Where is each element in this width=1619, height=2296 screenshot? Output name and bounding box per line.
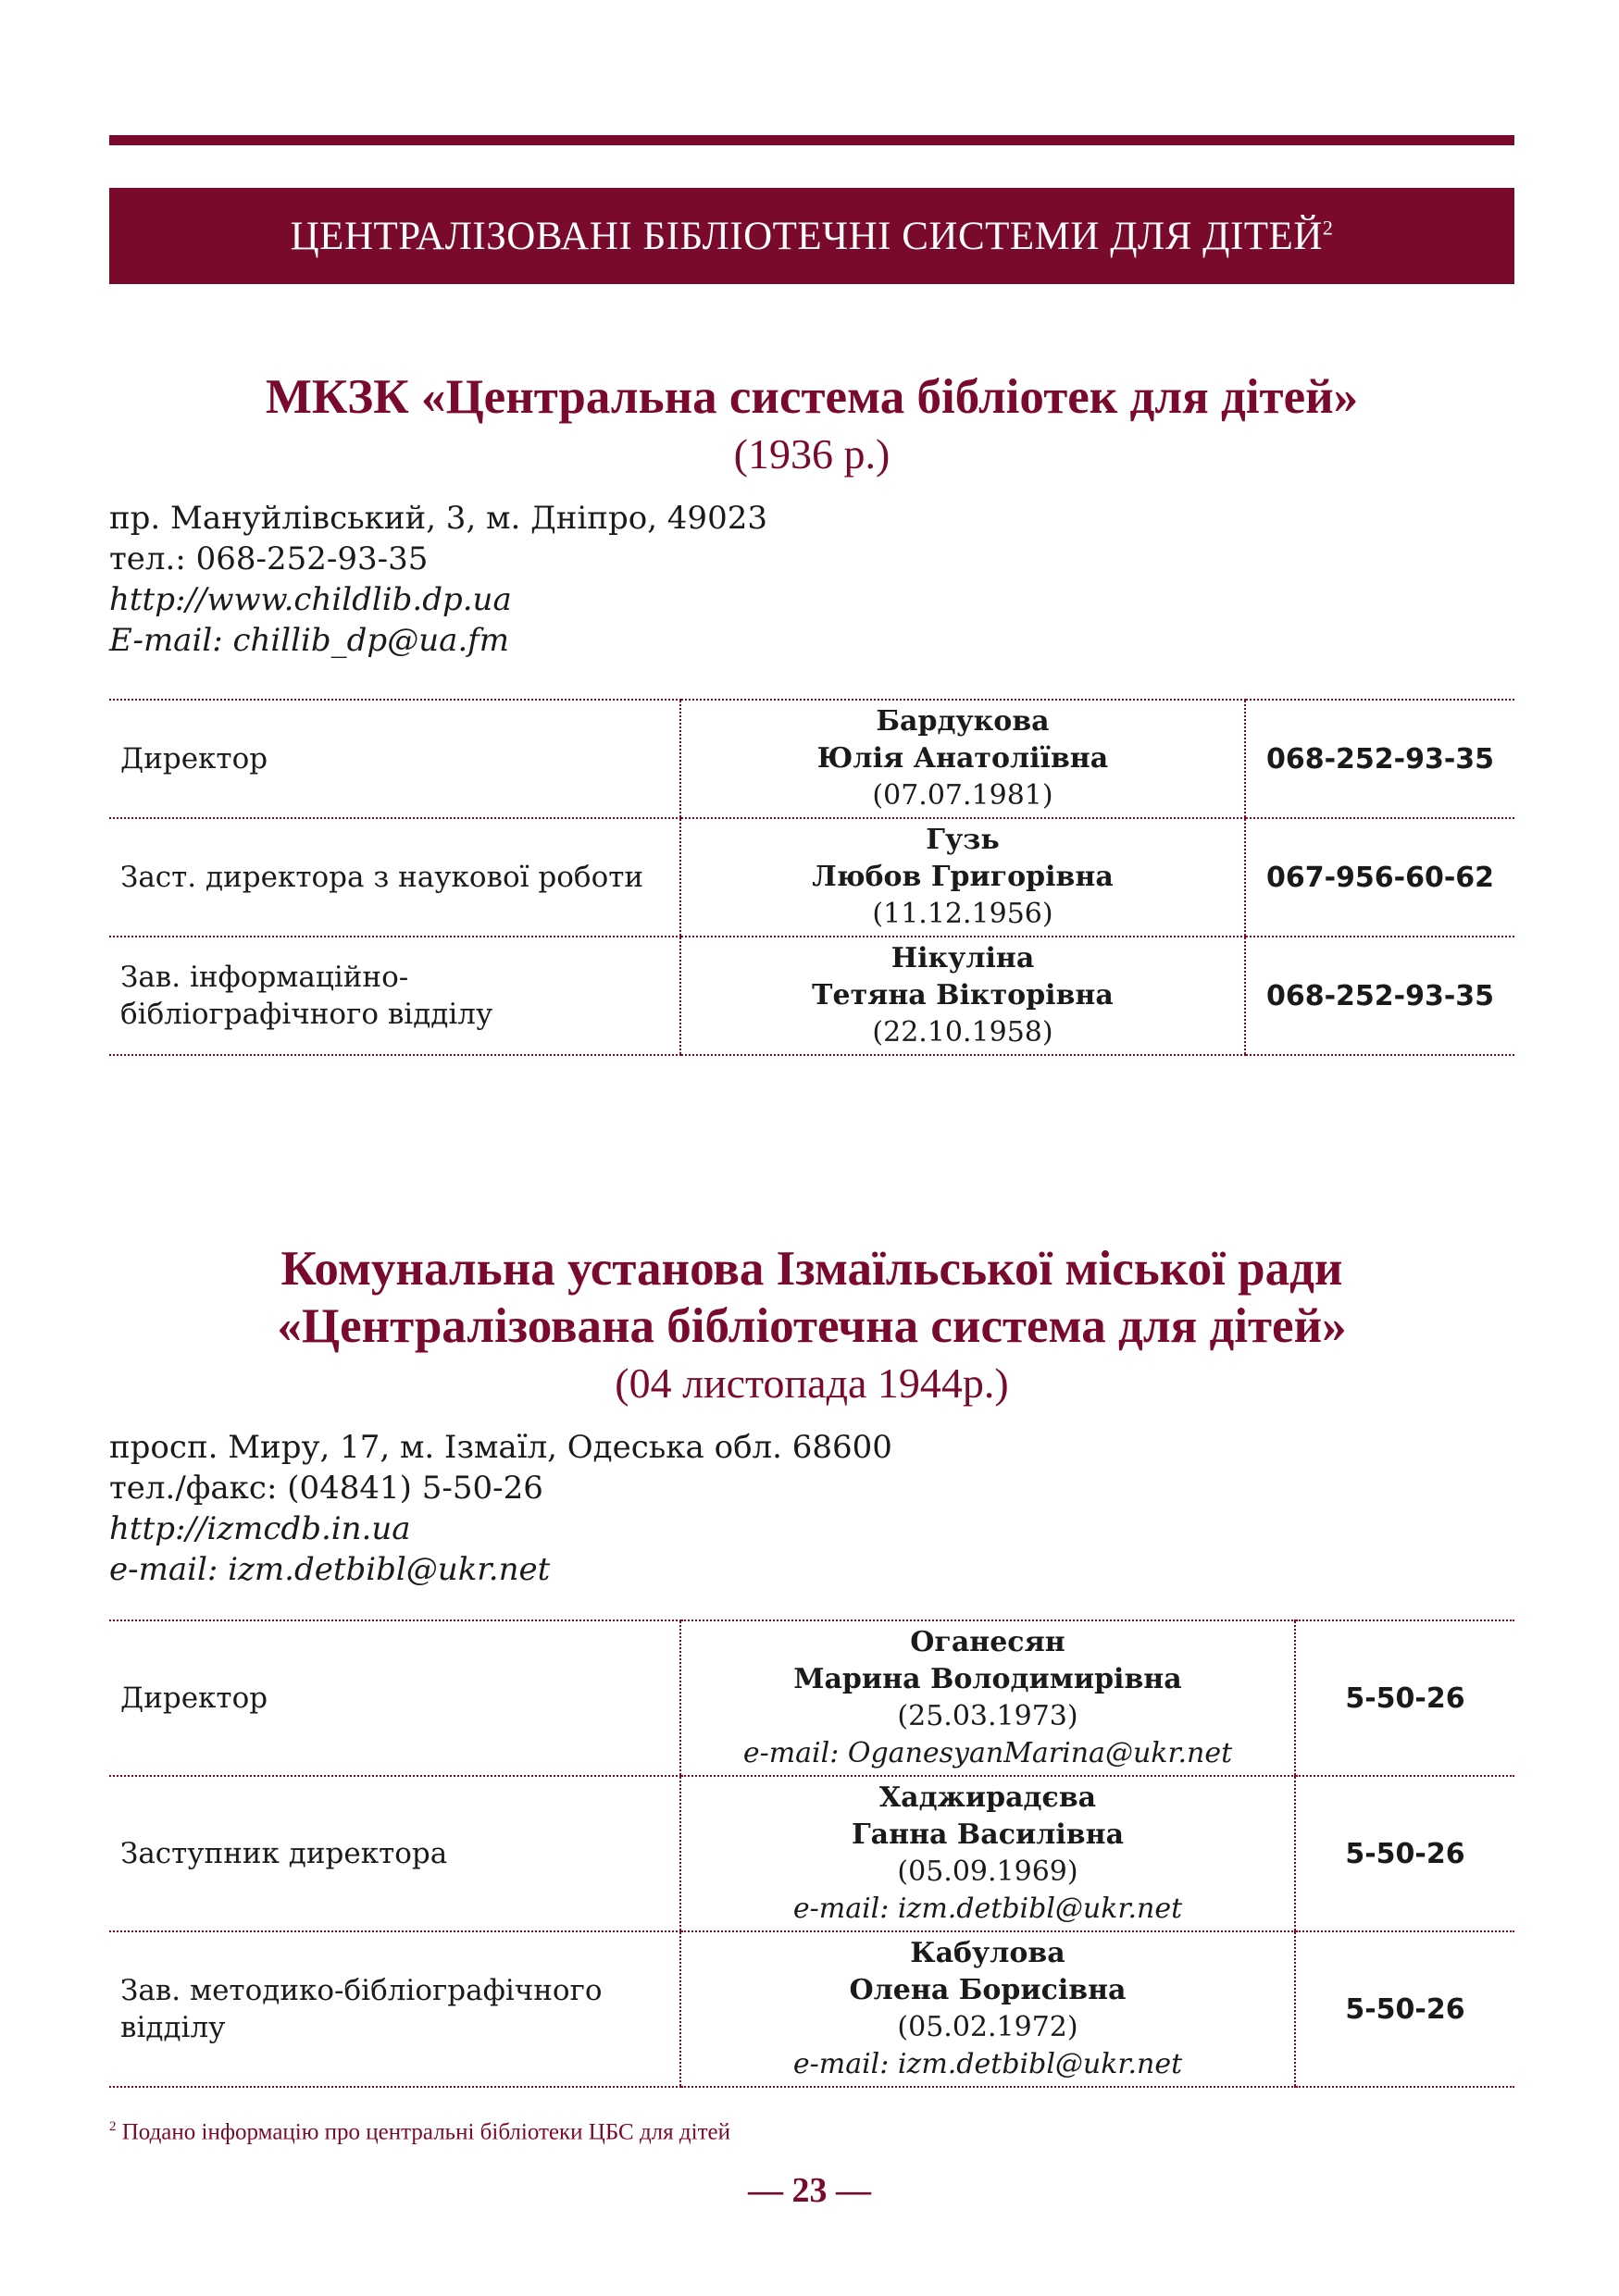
org2-address: просп. Миру, 17, м. Ізмаїл, Одеська обл. 68600 (109, 1429, 892, 1466)
org2-title-line2: «Централізована бібліотечна система для дітей» (277, 1299, 1347, 1353)
phone-cell: 5-50-26 (1295, 1776, 1514, 1931)
org2-staff-table (109, 1620, 1514, 2088)
org1-email[interactable]: E-mail: chillib_dp@ua.fm (109, 622, 509, 659)
person-name: Любов Григорівна (812, 861, 1114, 893)
person-birthdate: (22.10.1958) (872, 1016, 1053, 1049)
section-title-text: ЦЕНТРАЛІЗОВАНІ БІБЛІОТЕЧНІ СИСТЕМИ ДЛЯ ДІТЕЙ (290, 214, 1323, 258)
position-cell: Директор (109, 700, 680, 818)
person-surname: Хаджирадєва (878, 1781, 1097, 1814)
person-birthdate: (05.09.1969) (897, 1855, 1078, 1888)
phone-cell: 068-252-93-35 (1245, 700, 1514, 818)
org1-staff-table-wrap (109, 699, 1514, 1056)
org1-year: (1936 р.) (733, 430, 890, 478)
person-email[interactable]: e-mail: izm.detbibl@ukr.net (792, 2048, 1183, 2080)
person-name: Юлія Анатоліївна (816, 742, 1109, 775)
org2-year: (04 листопада 1944р.) (615, 1359, 1009, 1407)
person-cell (680, 1620, 1295, 1776)
footnote (109, 2119, 730, 2145)
person-surname: Кабулова (910, 1937, 1065, 1969)
position-cell: Зав. методико-бібліографічного відділу (109, 1931, 680, 2087)
person-email[interactable]: e-mail: OganesyanMarina@ukr.net (742, 1737, 1233, 1769)
person-surname: Гузь (926, 824, 1000, 856)
org1-title: МКЗК «Центральна система бібліотек для дітей» (265, 370, 1359, 424)
person-cell (680, 818, 1245, 937)
org1-staff-table (109, 699, 1514, 1056)
person-name: Тетяна Вікторівна (812, 979, 1114, 1011)
table-row (109, 700, 1514, 818)
person-birthdate: (25.03.1973) (897, 1700, 1078, 1732)
footnote-text: Подано інформацію про центральні бібліотеки ЦБС для дітей (121, 2119, 730, 2145)
phone-cell: 067-956-60-62 (1245, 818, 1514, 937)
person-cell (680, 937, 1245, 1055)
person-surname: Оганесян (910, 1626, 1065, 1658)
person-cell (680, 1931, 1295, 2087)
org2-block (109, 1240, 1514, 1590)
org1-contacts (109, 498, 1514, 661)
org1-block (109, 368, 1514, 661)
person-name: Марина Володимирівна (793, 1663, 1182, 1695)
table-row (109, 818, 1514, 937)
org2-staff-table-wrap (109, 1620, 1514, 2088)
person-name: Олена Борисівна (849, 1974, 1127, 2006)
footnote-ref: 2 (1322, 216, 1334, 240)
section-banner (109, 188, 1514, 284)
person-birthdate: (11.12.1956) (872, 898, 1053, 930)
position-cell: Зав. інформаційно-бібліографічного відділу (109, 937, 680, 1055)
position-cell: Заступник директора (109, 1776, 680, 1931)
person-name: Ганна Василівна (851, 1818, 1125, 1851)
person-email[interactable]: e-mail: izm.detbibl@ukr.net (792, 1893, 1183, 1925)
person-cell (680, 700, 1245, 818)
org1-website[interactable]: http://www.childlib.dp.ua (109, 581, 512, 618)
table-row (109, 937, 1514, 1055)
page-number: — 23 — (748, 2171, 871, 2210)
table-row (109, 1776, 1514, 1931)
top-rule (109, 135, 1514, 145)
table-row (109, 1620, 1514, 1776)
phone-cell: 5-50-26 (1295, 1931, 1514, 2087)
position-cell: Заст. директора з наукової роботи (109, 818, 680, 937)
phone-cell: 5-50-26 (1295, 1620, 1514, 1776)
person-birthdate: (07.07.1981) (872, 779, 1053, 812)
phone-cell: 068-252-93-35 (1245, 937, 1514, 1055)
org2-title-line1: Комунальна установа Ізмаїльської міської ради (280, 1242, 1343, 1296)
person-birthdate: (05.02.1972) (897, 2011, 1078, 2043)
org2-website[interactable]: http://izmcdb.in.ua (109, 1510, 411, 1547)
org1-phone: тел.: 068-252-93-35 (109, 540, 429, 577)
position-cell: Директор (109, 1620, 680, 1776)
footnote-mark: 2 (109, 2119, 117, 2134)
person-cell (680, 1776, 1295, 1931)
person-surname: Нікуліна (890, 942, 1035, 974)
org2-contacts (109, 1427, 1514, 1590)
table-row (109, 1931, 1514, 2087)
section-title (291, 214, 1334, 259)
org2-email[interactable]: e-mail: izm.detbibl@ukr.net (109, 1551, 551, 1588)
org1-address: пр. Мануйлівський, 3, м. Дніпро, 49023 (109, 500, 767, 537)
org2-phone: тел./факс: (04841) 5-50-26 (109, 1470, 543, 1507)
person-surname: Бардукова (876, 705, 1050, 738)
